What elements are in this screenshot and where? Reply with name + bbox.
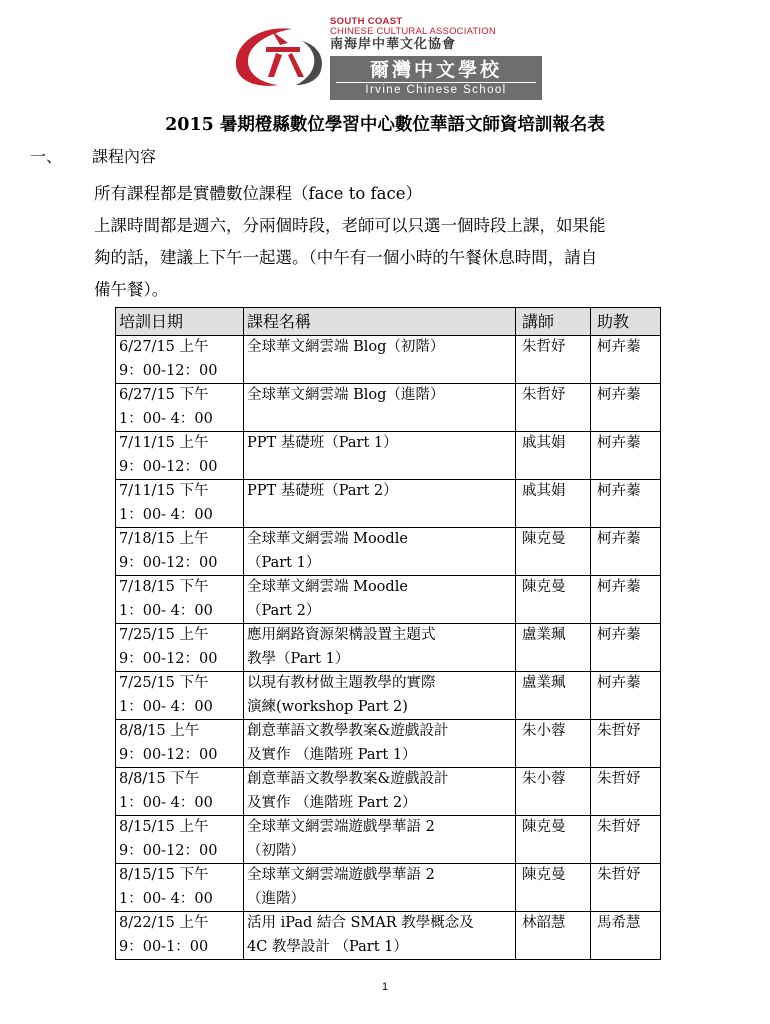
course-line-1: 全球華文網雲端 Blog（進階）	[247, 387, 445, 403]
teacher-name: 朱小蓉	[522, 723, 566, 739]
date-line: 6/27/15 下午	[119, 387, 209, 403]
table-row	[116, 336, 661, 384]
assistant-name: 柯卉蓁	[597, 483, 641, 499]
course-line-1: 全球華文網雲端 Blog（初階）	[247, 339, 445, 355]
time-line: 1：00- 4：00	[119, 410, 213, 427]
assistant-name: 柯卉蓁	[597, 627, 641, 643]
date-line: 7/11/15 下午	[119, 483, 209, 499]
date-cell	[116, 336, 244, 384]
course-line-1: 全球華文網雲端 Moodle	[247, 531, 408, 547]
assistant-cell	[591, 336, 661, 384]
document-title: 2015 暑期橙縣數位學習中心數位華語文師資培訓報名表	[165, 115, 605, 135]
date-line: 8/8/15 下午	[119, 771, 200, 787]
section-number: 一、	[30, 147, 63, 166]
table-row	[116, 912, 661, 960]
date-cell	[116, 672, 244, 720]
course-line-1: 應用網路資源架構設置主題式	[247, 627, 436, 643]
course-cell	[244, 336, 516, 384]
table-row	[116, 576, 661, 624]
assistant-cell	[591, 912, 661, 960]
time-line: 1：00- 4：00	[119, 890, 213, 907]
section-heading	[30, 146, 156, 168]
table-row	[116, 816, 661, 864]
teacher-cell	[516, 384, 591, 432]
teacher-cell	[516, 912, 591, 960]
date-cell	[116, 912, 244, 960]
date-cell	[116, 576, 244, 624]
table-row	[116, 480, 661, 528]
date-cell	[116, 528, 244, 576]
teacher-cell	[516, 624, 591, 672]
teacher-cell	[516, 768, 591, 816]
date-cell	[116, 768, 244, 816]
table-row	[116, 720, 661, 768]
time-line: 1：00- 4：00	[119, 794, 213, 811]
date-cell	[116, 384, 244, 432]
logo-school-chinese-name: 爾灣中文學校	[369, 59, 502, 81]
course-cell	[244, 384, 516, 432]
paragraph-line-3: 夠的話，建議上下午一起選。（中午有一個小時的午餐休息時間，請自	[94, 248, 598, 267]
date-line: 7/25/15 下午	[119, 675, 209, 691]
course-line-2: 4C 教學設計 （Part 1）	[247, 938, 408, 955]
header-teacher: 講師	[516, 308, 591, 336]
teacher-name: 陳克曼	[522, 579, 566, 595]
date-line: 7/18/15 下午	[119, 579, 209, 595]
header-assistant: 助教	[591, 308, 661, 336]
assistant-name: 柯卉蓁	[597, 435, 641, 451]
assistant-cell	[591, 768, 661, 816]
assistant-name: 柯卉蓁	[597, 675, 641, 691]
course-cell	[244, 816, 516, 864]
time-line: 9：00-12：00	[119, 554, 218, 571]
teacher-name: 陳克曼	[522, 819, 566, 835]
course-line-2: 及實作 （進階班 Part 1）	[247, 746, 417, 763]
teacher-cell	[516, 336, 591, 384]
table-row	[116, 768, 661, 816]
teacher-name: 林韶慧	[522, 915, 566, 931]
date-line: 8/15/15 上午	[119, 819, 209, 835]
teacher-name: 盧業珮	[522, 675, 566, 691]
date-cell	[116, 480, 244, 528]
teacher-name: 戚其娟	[522, 483, 566, 499]
teacher-cell	[516, 576, 591, 624]
assistant-name: 馬希慧	[597, 915, 641, 931]
course-line-2: 及實作 （進階班 Part 2）	[247, 794, 417, 811]
teacher-name: 陳克曼	[522, 531, 566, 547]
section-title: 課程內容	[92, 147, 157, 166]
page-number: 1	[381, 981, 389, 993]
logo-school-banner	[330, 56, 542, 100]
logo-school-english-name: Irvine Chinese School	[336, 82, 536, 97]
course-line-1: 創意華語文教學教案&遊戲設計	[247, 771, 449, 787]
table-row	[116, 432, 661, 480]
assistant-cell	[591, 480, 661, 528]
time-line: 1：00- 4：00	[119, 506, 213, 523]
date-line: 8/22/15 上午	[119, 915, 209, 931]
course-cell	[244, 528, 516, 576]
teacher-cell	[516, 816, 591, 864]
course-cell	[244, 912, 516, 960]
course-cell	[244, 576, 516, 624]
table-row	[116, 528, 661, 576]
paragraph-line-4: 備午餐）。	[94, 280, 169, 299]
assistant-cell	[591, 864, 661, 912]
course-cell	[244, 720, 516, 768]
assistant-name: 柯卉蓁	[597, 579, 641, 595]
teacher-name: 朱哲妤	[522, 339, 566, 355]
table-body	[116, 336, 661, 960]
time-line: 9：00-12：00	[119, 458, 218, 475]
assistant-cell	[591, 720, 661, 768]
course-cell	[244, 768, 516, 816]
assistant-name: 朱哲妤	[597, 723, 641, 739]
course-line-1: 以現有教材做主題教學的實際	[247, 675, 436, 691]
date-line: 8/15/15 下午	[119, 867, 209, 883]
assistant-cell	[591, 528, 661, 576]
assistant-cell	[591, 672, 661, 720]
course-line-1: PPT 基礎班（Part 1）	[247, 435, 398, 451]
teacher-cell	[516, 528, 591, 576]
assistant-cell	[591, 576, 661, 624]
date-cell	[116, 720, 244, 768]
assistant-name: 朱哲妤	[597, 819, 641, 835]
course-line-1: 創意華語文教學教案&遊戲設計	[247, 723, 449, 739]
assistant-name: 朱哲妤	[597, 771, 641, 787]
table-row	[116, 384, 661, 432]
date-cell	[116, 432, 244, 480]
date-line: 7/25/15 上午	[119, 627, 209, 643]
date-cell	[116, 624, 244, 672]
teacher-name: 戚其娟	[522, 435, 566, 451]
header-course: 課程名稱	[244, 308, 516, 336]
course-line-2: 教學（Part 1）	[247, 650, 350, 667]
course-line-2: （Part 1）	[247, 554, 321, 571]
teacher-cell	[516, 432, 591, 480]
teacher-cell	[516, 480, 591, 528]
time-line: 9：00-1：00	[119, 938, 209, 955]
date-line: 7/11/15 上午	[119, 435, 209, 451]
course-line-1: PPT 基礎班（Part 2）	[247, 483, 398, 499]
teacher-name: 盧業珮	[522, 627, 566, 643]
header-date: 培訓日期	[116, 308, 244, 336]
date-cell	[116, 864, 244, 912]
assistant-name: 柯卉蓁	[597, 339, 641, 355]
teacher-cell	[516, 672, 591, 720]
logo-text-block	[330, 17, 544, 100]
course-line-2: （初階）	[247, 842, 305, 859]
assistant-name: 柯卉蓁	[597, 387, 641, 403]
course-line-2: （進階）	[247, 890, 305, 907]
teacher-cell	[516, 864, 591, 912]
course-line-1: 活用 iPad 結合 SMAR 教學概念及	[247, 915, 474, 931]
association-emblem-icon	[232, 21, 328, 89]
course-cell	[244, 480, 516, 528]
teacher-name: 朱小蓉	[522, 771, 566, 787]
date-line: 6/27/15 上午	[119, 339, 209, 355]
time-line: 9：00-12：00	[119, 842, 218, 859]
time-line: 9：00-12：00	[119, 362, 218, 379]
course-cell	[244, 624, 516, 672]
course-cell	[244, 672, 516, 720]
course-cell	[244, 432, 516, 480]
paragraph-line-1: 所有課程都是實體數位課程（face to face）	[94, 184, 422, 203]
course-line-1: 全球華文網雲端遊戲學華語 2	[247, 819, 435, 835]
teacher-cell	[516, 720, 591, 768]
course-line-2: （Part 2）	[247, 602, 321, 619]
teacher-name: 朱哲妤	[522, 387, 566, 403]
logo-english-line1: SOUTH COAST	[330, 16, 403, 27]
time-line: 9：00-12：00	[119, 650, 218, 667]
course-cell	[244, 864, 516, 912]
assistant-cell	[591, 432, 661, 480]
logo-chinese-association: 南海岸中華文化協會	[330, 37, 457, 52]
table-row	[116, 672, 661, 720]
teacher-name: 陳克曼	[522, 867, 566, 883]
table-header-row	[116, 308, 661, 336]
time-line: 1：00- 4：00	[119, 698, 213, 715]
paragraph-line-2: 上課時間都是週六，分兩個時段，老師可以只選一個時段上課，如果能	[94, 216, 606, 235]
course-line-2: 演練(workshop Part 2)	[247, 698, 408, 715]
assistant-cell	[591, 816, 661, 864]
date-line: 8/8/15 上午	[119, 723, 200, 739]
assistant-name: 柯卉蓁	[597, 531, 641, 547]
course-line-1: 全球華文網雲端遊戲學華語 2	[247, 867, 435, 883]
logo-english-line2: CHINESE CULTURAL ASSOCIATION	[330, 26, 496, 37]
assistant-name: 朱哲妤	[597, 867, 641, 883]
date-cell	[116, 816, 244, 864]
time-line: 9：00-12：00	[119, 746, 218, 763]
course-line-1: 全球華文網雲端 Moodle	[247, 579, 408, 595]
course-schedule-table	[115, 307, 661, 960]
school-logo	[232, 17, 544, 95]
table-row	[116, 624, 661, 672]
assistant-cell	[591, 384, 661, 432]
table-row	[116, 864, 661, 912]
time-line: 1：00- 4：00	[119, 602, 213, 619]
date-line: 7/18/15 上午	[119, 531, 209, 547]
assistant-cell	[591, 624, 661, 672]
